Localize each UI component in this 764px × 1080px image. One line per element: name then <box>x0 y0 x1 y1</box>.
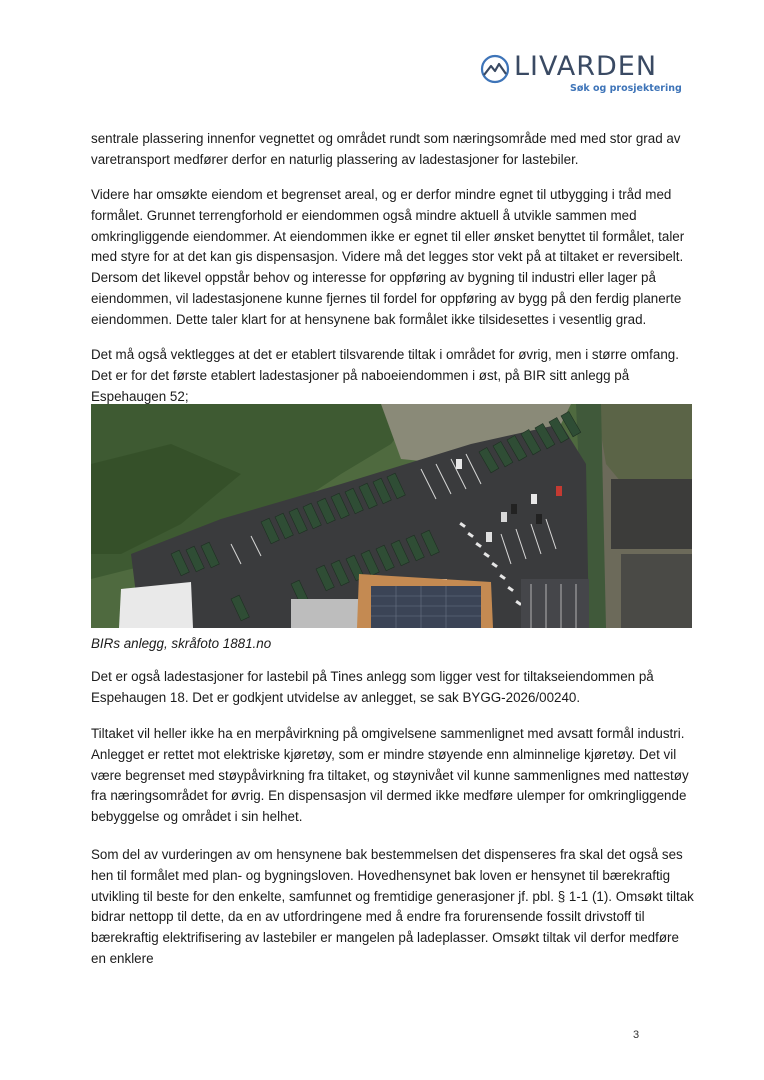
aerial-photo-illustration <box>91 404 692 628</box>
page-number: 3 <box>633 1029 640 1041</box>
paragraph-6: Som del av vurderingen av om hensynene bak bestemmelsen det dispenseres fra skal det også ses hen til formålet med plan- og bygningsloven. Hovedhensynet bak loven er hensynet til bærekraftig utvikling til beste for den enkelte, samfunnet og fremtidige generasjoner jf. pbl. § 1-1 (1). Omsøkt tiltak bidrar nettopp til dette, da en av utfordringene med å endre fra forurensende fossilt drivstoff til bærekraftig elektrifisering av lastebiler er mangelen på ladeplasser. Omsøkt tiltak vil derfor medføre en enklere <box>91 847 694 966</box>
paragraph-4: Det er også ladestasjoner for lastebil på Tines anlegg som ligger vest for tiltakseiendommen på Espehaugen 18. Det er godkjent utvidelse av anlegget, se sak BYGG-2026/00240. <box>91 669 654 705</box>
paragraph-5: Tiltaket vil heller ikke ha en merpåvirkning på omgivelsene sammenlignet med avsatt formål industri. Anlegget er rettet mot elektriske kjøretøy, som er mindre støyende enn alminnelige kjøretøy. Det vil være begrenset med støypåvirkning fra tiltaket, og støynivået vil kunne sammenlignes med nattestøy fra næringsområdet for øvrig. En dispensasjon vil dermed ikke medføre ulemper for omkringliggende bebyggelse og området i sin helhet. <box>91 726 689 825</box>
paragraph-2: Videre har omsøkte eiendom et begrenset areal, og er derfor mindre egnet til utbygging i tråd med formålet. Grunnet terrengforhold er eiendommen også mindre aktuell å utvikle sammen med omkringliggende eiendommer. At eiendommen ikke er egnet til eller ønsket benyttet til formålet, taler med styre for at det kan gis dispensasjon. Videre må det legges stor vekt på at tiltaket er reversibelt. Dersom det likevel oppstår behov og interesse for oppføring av bygning til industri eller lager på eiendommen, vil ladestasjonene kunne fjernes til fordel for oppføring av bygg på den ferdig planerte eiendommen. Dette taler klart for at hensynene bak formålet ikke tilsidesettes i vesentlig grad. <box>91 187 685 327</box>
paragraph-1: sentrale plassering innenfor vegnettet og området rundt som næringsområde med med stor grad av varetransport medfører derfor en naturlig plassering av ladestasjoner for lastebiler. <box>91 131 681 167</box>
paragraph-3: Det må også vektlegges at det er etablert tilsvarende tiltak i området for øvrig, men i større omfang. Det er for det første etablert ladestasjoner på naboeiendommen i øst, på BIR sitt anlegg på Espehaugen 52; <box>91 347 679 404</box>
company-logo <box>480 51 690 98</box>
aerial-photo <box>91 404 692 628</box>
logo-name: LIVARDEN <box>514 51 658 82</box>
figure-caption: BIRs anlegg, skråfoto 1881.no <box>91 636 272 651</box>
mountain-logo-icon <box>480 54 510 84</box>
logo-tagline: Søk og prosjektering <box>570 83 682 94</box>
